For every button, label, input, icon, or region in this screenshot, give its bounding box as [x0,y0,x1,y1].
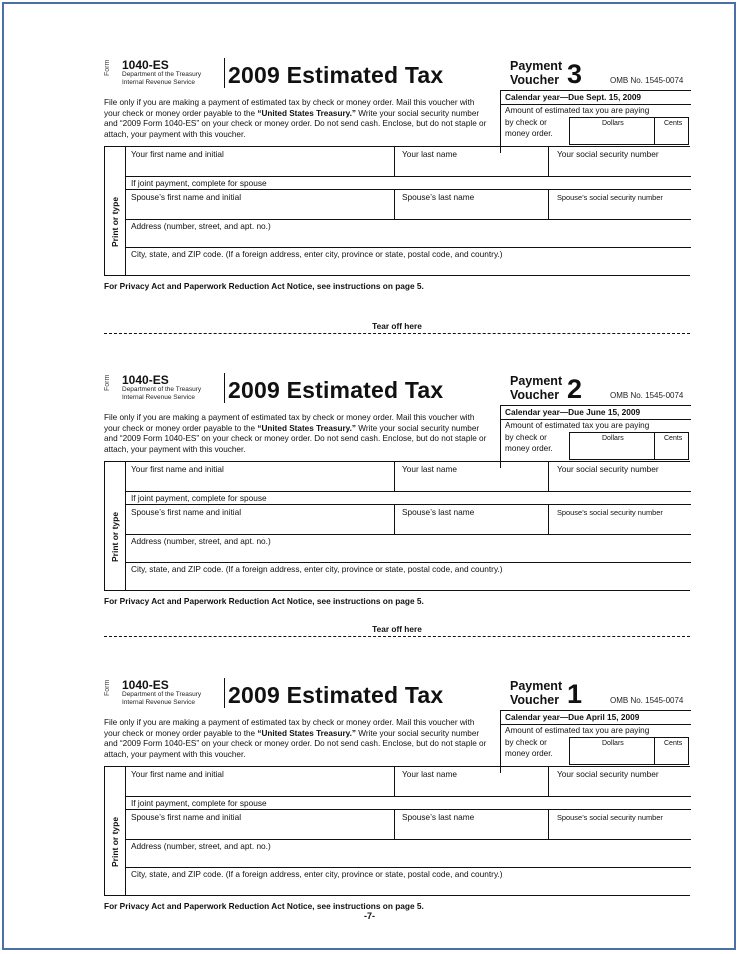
name-address-grid [104,461,690,591]
due-date: Calendar year—Due June 15, 2009 [505,407,641,417]
title-year: 2009 [228,377,280,403]
spouse-first-name-field[interactable]: Spouse’s first name and initial [131,812,242,822]
tear-off-line [104,636,690,637]
tear-off-line [104,333,690,334]
spouse-ssn-field[interactable]: Spouse’s social security number [557,508,663,517]
cents-label: Cents [664,740,683,747]
amount-sublabel [505,737,553,759]
spouse-last-name-field[interactable]: Spouse’s last name [402,507,475,517]
address-field[interactable]: Address (number, street, and apt. no.) [131,221,271,231]
voucher-word: Voucher [510,73,560,87]
ssn-field[interactable]: Your social security number [557,149,659,159]
dept-line-2: Internal Revenue Service [122,394,195,401]
divider [548,189,549,219]
dept-line-1: Department of the Treasury [122,691,202,698]
divider [394,189,395,219]
divider [394,767,395,796]
department [122,71,201,87]
title-divider [224,678,225,708]
amount-sub-1: by check or [505,118,547,127]
divider [125,839,691,840]
divider [548,147,549,176]
form-label: Form [104,679,111,696]
privacy-notice: For Privacy Act and Paperwork Reduction Act Notice, see instructions on page 5. [104,596,424,606]
divider [501,724,691,725]
amount-sub-2: money order. [505,129,553,138]
amount-label: Amount of estimated tax you are paying [505,726,650,735]
voucher-word: Voucher [510,388,560,402]
payment-voucher-label [510,679,562,707]
payment-voucher-label [510,374,562,402]
divider [548,767,549,796]
dollars-label: Dollars [602,435,624,442]
instr-text-2: Write your social security number and “2009 Form 1040-ES” on your check or money order. Do not send cash. Enclose, but do not staple or attach, your payment with this voucher. [104,423,487,454]
form-label: Form [104,59,111,76]
amount-box [500,405,691,468]
form-number: 1040-ES [122,58,169,72]
amount-label: Amount of estimated tax you are paying [505,106,650,115]
tear-off-label: Tear off here [372,624,422,634]
voucher-number: 3 [567,59,583,89]
dept-line-2: Internal Revenue Service [122,79,195,86]
voucher-1 [104,678,690,928]
name-address-grid [104,766,690,896]
divider [548,504,549,534]
payment-voucher-label [510,59,562,87]
spouse-last-name-field[interactable]: Spouse’s last name [402,192,475,202]
divider [125,796,691,797]
divider [654,118,655,144]
form-title [228,377,443,404]
spouse-first-name-field[interactable]: Spouse’s first name and initial [131,507,242,517]
ssn-field[interactable]: Your social security number [557,464,659,474]
title-divider [224,58,225,88]
form-title [228,62,443,89]
title-divider [224,373,225,403]
first-name-field[interactable]: Your first name and initial [131,769,224,779]
title-text: Estimated Tax [286,682,444,708]
divider [394,147,395,176]
divider [125,219,691,220]
address-field[interactable]: Address (number, street, and apt. no.) [131,536,271,546]
department [122,691,201,707]
amount-sub-1: by check or [505,738,547,747]
payment-word: Payment [510,679,563,693]
amount-box [500,90,691,153]
title-text: Estimated Tax [286,62,444,88]
spouse-last-name-field[interactable]: Spouse’s last name [402,812,475,822]
divider [548,809,549,839]
amount-sublabel [505,117,553,139]
divider [125,189,691,190]
instr-text-2: Write your social security number and “2009 Form 1040-ES” on your check or money order. Do not send cash. Enclose, but do not staple or attach, your payment with this voucher. [104,108,487,139]
amount-input[interactable] [569,737,689,765]
last-name-field[interactable]: Your last name [402,149,458,159]
divider [125,867,691,868]
divider [125,504,691,505]
form-label: Form [104,374,111,391]
page-number: -7- [364,911,375,921]
amount-box [500,710,691,773]
divider [125,147,126,275]
instr-text-1: File only if you are making a payment of estimated tax by check or money order. Mail this voucher with your check or money order payable to the [104,413,475,433]
instructions [104,413,492,455]
form-number: 1040-ES [122,678,169,692]
amount-label: Amount of estimated tax you are paying [505,421,650,430]
title-year: 2009 [228,62,280,88]
divider [125,462,126,590]
form-title [228,682,443,709]
voucher-3 [104,58,690,308]
amount-sub-1: by check or [505,433,547,442]
address-field[interactable]: Address (number, street, and apt. no.) [131,841,271,851]
city-state-zip-field[interactable]: City, state, and ZIP code. (If a foreign address, enter city, province or state, postal code, and country.) [131,249,503,259]
payment-word: Payment [510,374,563,388]
amount-sub-2: money order. [505,749,553,758]
name-address-grid [104,146,690,276]
instr-text-1: File only if you are making a payment of estimated tax by check or money order. Mail this voucher with your check or money order payable to the [104,718,475,738]
spouse-ssn-field[interactable]: Spouse’s social security number [557,193,663,202]
divider [501,104,691,105]
divider [394,462,395,491]
privacy-notice: For Privacy Act and Paperwork Reduction Act Notice, see instructions on page 5. [104,901,424,911]
divider [125,562,691,563]
voucher-2 [104,373,690,623]
instructions [104,718,492,760]
divider [394,809,395,839]
omb-number: OMB No. 1545-0074 [610,391,684,400]
voucher-number: 2 [567,374,583,404]
privacy-notice: For Privacy Act and Paperwork Reduction Act Notice, see instructions on page 5. [104,281,424,291]
joint-payment-note: If joint payment, complete for spouse [131,178,267,188]
divider [125,767,126,895]
cents-label: Cents [664,435,683,442]
print-or-type-label: Print or type [110,196,120,247]
spouse-ssn-field[interactable]: Spouse’s social security number [557,813,663,822]
ssn-field[interactable]: Your social security number [557,769,659,779]
city-state-zip-field[interactable]: City, state, and ZIP code. (If a foreign address, enter city, province or state, postal code, and country.) [131,869,503,879]
instr-bold: “United States Treasury.” [257,423,356,433]
divider [548,462,549,491]
divider [125,247,691,248]
voucher-word: Voucher [510,693,560,707]
amount-sub-2: money order. [505,444,553,453]
dollars-label: Dollars [602,120,624,127]
title-year: 2009 [228,682,280,708]
dept-line-1: Department of the Treasury [122,71,202,78]
payment-word: Payment [510,59,563,73]
voucher-number: 1 [567,679,583,709]
first-name-field[interactable]: Your first name and initial [131,464,224,474]
dept-line-2: Internal Revenue Service [122,699,195,706]
divider [501,419,691,420]
first-name-field[interactable]: Your first name and initial [131,149,224,159]
tear-off-label: Tear off here [372,321,422,331]
amount-sublabel [505,432,553,454]
instr-bold: “United States Treasury.” [257,728,356,738]
joint-payment-note: If joint payment, complete for spouse [131,798,267,808]
instr-text-2: Write your social security number and “2009 Form 1040-ES” on your check or money order. Do not send cash. Enclose, but do not staple or attach, your payment with this voucher. [104,728,487,759]
department [122,386,201,402]
instructions [104,98,492,140]
omb-number: OMB No. 1545-0074 [610,76,684,85]
divider [125,491,691,492]
amount-input[interactable] [569,432,689,460]
last-name-field[interactable]: Your last name [402,464,458,474]
print-or-type-label: Print or type [110,511,120,562]
print-or-type-label: Print or type [110,816,120,867]
due-date: Calendar year—Due April 15, 2009 [505,712,640,722]
divider [125,534,691,535]
divider [654,433,655,459]
city-state-zip-field[interactable]: City, state, and ZIP code. (If a foreign address, enter city, province or state, postal code, and country.) [131,564,503,574]
form-number: 1040-ES [122,373,169,387]
due-date: Calendar year—Due Sept. 15, 2009 [505,92,642,102]
instr-bold: “United States Treasury.” [257,108,356,118]
dollars-label: Dollars [602,740,624,747]
last-name-field[interactable]: Your last name [402,769,458,779]
omb-number: OMB No. 1545-0074 [610,696,684,705]
dept-line-1: Department of the Treasury [122,386,202,393]
cents-label: Cents [664,120,683,127]
joint-payment-note: If joint payment, complete for spouse [131,493,267,503]
divider [125,809,691,810]
divider [394,504,395,534]
instr-text-1: File only if you are making a payment of estimated tax by check or money order. Mail this voucher with your check or money order payable to the [104,98,475,118]
divider [125,176,691,177]
divider [654,738,655,764]
amount-input[interactable] [569,117,689,145]
title-text: Estimated Tax [286,377,444,403]
spouse-first-name-field[interactable]: Spouse’s first name and initial [131,192,242,202]
